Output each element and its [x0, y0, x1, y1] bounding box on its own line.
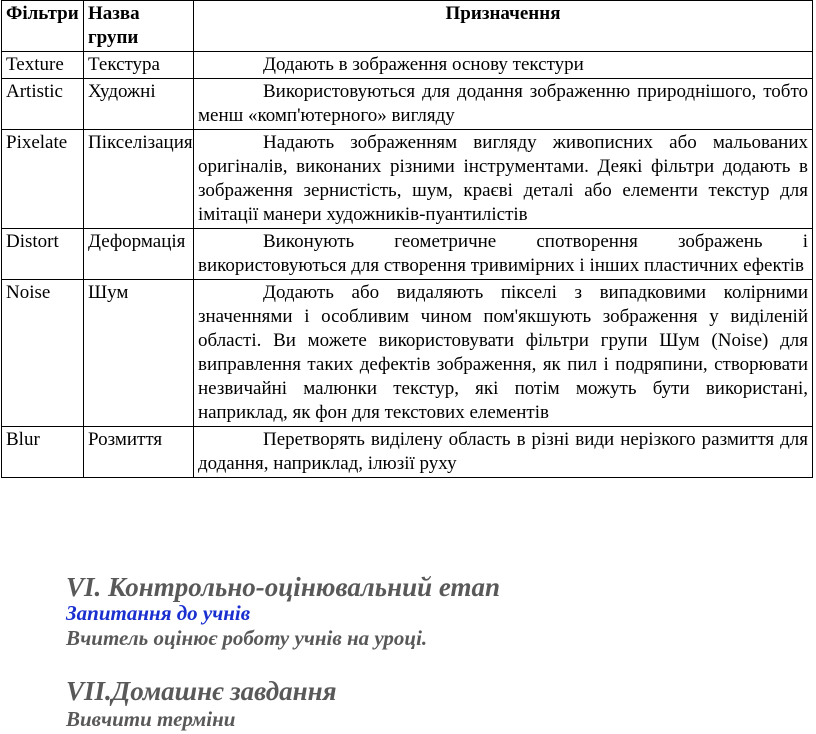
filter-name: Pixelate [2, 130, 84, 229]
group-name: Деформація [84, 229, 194, 280]
group-name: Шум [84, 280, 194, 427]
table-row [2, 427, 813, 478]
filter-purpose: Перетворять виділену область в різні види нерізкого размиття для додання, наприклад, ілюзії руху [194, 427, 813, 478]
filter-name: Artistic [2, 79, 84, 130]
filter-name: Texture [2, 52, 84, 79]
filter-purpose: Використовуються для додання зображенню природнішого, тобто менш «комп'ютерного» вигляду [194, 79, 813, 130]
header-filters: Фільтри [2, 1, 84, 52]
filter-name: Noise [2, 280, 84, 427]
homework-text: Вивчити терміни [66, 707, 236, 731]
group-name: Розмиття [84, 427, 194, 478]
filter-purpose: Надають зображенням вигляду живописних або мальованих оригіналів, виконаних різними інструментами. Деякі фільтри додають в зображення зернистість, шум, краєві деталі або елементи текстур для імітації манери художників-пуантилістів [194, 130, 813, 229]
filters-table [1, 0, 813, 478]
table-header-row [2, 1, 813, 52]
filter-purpose: Додають в зображення основу текстури [194, 52, 813, 79]
filter-name: Distort [2, 229, 84, 280]
table-row [2, 130, 813, 229]
teacher-evaluation-text: Вчитель оцінює роботу учнів на уроці. [66, 626, 428, 650]
filter-name: Blur [2, 427, 84, 478]
group-name: Пікселізация [84, 130, 194, 229]
questions-subheading: Запитання до учнів [66, 601, 251, 625]
table-row [2, 52, 813, 79]
section-7-heading: VII.Домашнє завдання [66, 676, 337, 706]
group-name: Художні [84, 79, 194, 130]
header-purpose: Призначення [194, 1, 813, 52]
group-name: Текстура [84, 52, 194, 79]
table-row [2, 229, 813, 280]
header-group-name: Назва групи [84, 1, 194, 52]
table-row [2, 280, 813, 427]
section-6-heading: VI. Контрольно-оцінювальний етап [66, 572, 501, 602]
filter-purpose: Виконують геометричне спотворення зображень і використовуються для створення тривимірних і інших пластичних ефектів [194, 229, 813, 280]
filter-purpose: Додають або видаляють пікселі з випадковими колірними значеннями і особливим чином пом'якшують зображення у виділеній області. Ви можете використовувати фільтри групи Шум (Noise) для виправлення таких дефектів зображення, як пил і подряпини, створювати незвичайні малюнки текстур, які потім можуть бути використані, наприклад, як фон для текстових елементів [194, 280, 813, 427]
table-row [2, 79, 813, 130]
